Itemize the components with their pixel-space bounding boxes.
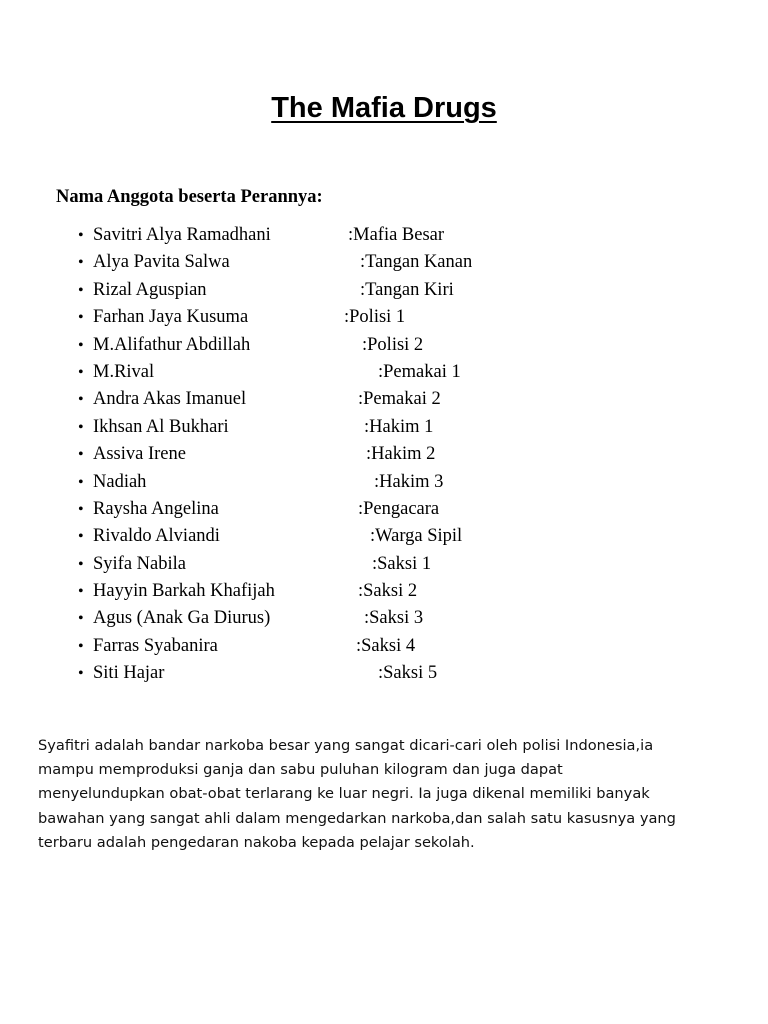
member-role: :Saksi 1 <box>372 553 432 574</box>
member-name: Syifa Nabila <box>93 553 186 574</box>
member-role: :Saksi 4 <box>356 635 416 656</box>
member-role: :Warga Sipil <box>370 526 463 547</box>
member-role: :Hakim 1 <box>364 416 434 437</box>
bullet-icon: • <box>78 418 84 436</box>
member-name: Siti Hajar <box>93 663 165 684</box>
member-role: :Saksi 5 <box>378 663 438 684</box>
bullet-icon: • <box>78 610 84 628</box>
member-role: :Mafia Besar <box>348 225 445 245</box>
member-name: Rizal Aguspian <box>93 279 207 300</box>
bullet-icon: • <box>78 637 84 655</box>
member-name: Assiva Irene <box>93 444 186 465</box>
member-name: M.Rival <box>93 361 155 382</box>
member-role: :Pengacara <box>358 498 440 519</box>
member-role: :Polisi 1 <box>344 307 406 328</box>
member-name: Rivaldo Alviandi <box>93 526 220 547</box>
bullet-icon: • <box>78 665 84 683</box>
member-name: Ikhsan Al Bukhari <box>93 416 229 437</box>
member-name: M.Alifathur Abdillah <box>93 334 251 355</box>
bullet-icon: • <box>78 363 84 381</box>
member-role: :Polisi 2 <box>362 334 424 355</box>
member-name: Farhan Jaya Kusuma <box>93 307 249 328</box>
bullet-icon: • <box>78 473 84 491</box>
bullet-icon: • <box>78 446 84 464</box>
bullet-icon: • <box>78 254 84 272</box>
member-role: :Pemakai 1 <box>378 361 461 382</box>
member-name: Savitri Alya Ramadhani <box>93 225 271 245</box>
member-name: Hayyin Barkah Khafijah <box>93 581 275 602</box>
member-role: :Saksi 2 <box>358 581 418 602</box>
member-name: Agus (Anak Ga Diurus) <box>93 608 271 629</box>
member-role: :Pemakai 2 <box>358 389 441 410</box>
member-name: Raysha Angelina <box>93 498 219 519</box>
member-role: :Hakim 3 <box>374 471 444 492</box>
bullet-icon: • <box>78 528 84 546</box>
bullet-icon: • <box>78 309 84 327</box>
member-role: :Saksi 3 <box>364 608 424 629</box>
bullet-icon: • <box>78 281 84 299</box>
bullet-icon: • <box>78 500 84 518</box>
member-role: :Tangan Kiri <box>360 279 454 300</box>
member-name: Andra Akas Imanuel <box>93 389 247 410</box>
bullet-icon: • <box>78 555 84 573</box>
bullet-icon: • <box>78 391 84 409</box>
member-name: Nadiah <box>93 471 147 492</box>
bullet-icon: • <box>78 583 84 601</box>
story-paragraph: Syafitri adalah bandar narkoba besar yang sangat dicari-cari oleh polisi Indonesia,ia mampu memproduksi ganja dan sabu puluhan kilogram dan juga dapat menyelundupkan obat-obat terlarang ke luar negri. Ia juga dikenal memiliki banyak bawahan yang sangat ahli dalam mengedarkan narkoba,dan salah satu kasusnya yang terbaru adalah pengedaran nakoba kepada pelajar sekolah. <box>38 737 676 851</box>
member-name: Farras Syabanira <box>93 635 218 656</box>
bullet-icon: • <box>78 336 84 354</box>
member-name: Alya Pavita Salwa <box>93 252 230 273</box>
member-role: :Tangan Kanan <box>360 252 473 273</box>
document-title <box>0 88 768 128</box>
members-heading: Nama Anggota beserta Perannya: <box>56 187 323 207</box>
bullet-icon: • <box>78 227 84 244</box>
member-role: :Hakim 2 <box>366 444 436 465</box>
document-title-text: The Mafia Drugs <box>271 92 497 124</box>
